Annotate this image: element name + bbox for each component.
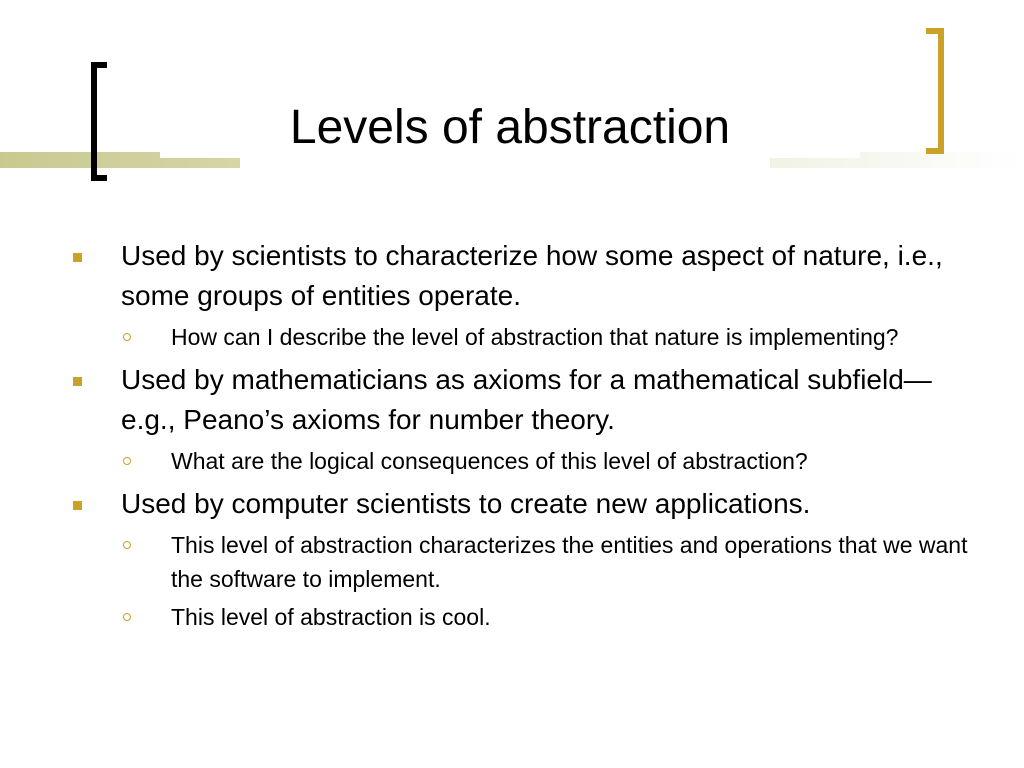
bullet-text: Used by scientists to characterize how some aspect of nature, i.e., some groups of entities operate. <box>121 240 943 311</box>
circle-bullet-icon <box>123 333 131 341</box>
circle-bullet-icon <box>123 541 131 549</box>
sub-bullet-text: How can I describe the level of abstraction that nature is implementing? <box>171 324 899 350</box>
bullet-text: Used by mathematicians as axioms for a mathematical subfield—e.g., Peano’s axioms for number theory. <box>121 364 932 435</box>
sub-bullet-text: What are the logical consequences of this level of abstraction? <box>171 448 808 474</box>
sub-bullet-item <box>70 444 980 478</box>
square-bullet-icon <box>73 501 82 510</box>
slide-title: Levels of abstraction <box>160 98 860 158</box>
right-bracket-decoration <box>926 28 944 154</box>
circle-bullet-icon <box>123 613 131 621</box>
left-bracket-decoration <box>91 62 107 181</box>
sub-bullet-text: This level of abstraction is cool. <box>171 604 491 630</box>
square-bullet-icon <box>73 253 82 262</box>
bullet-text: Used by computer scientists to create new applications. <box>121 488 811 519</box>
sub-bullet-item <box>70 320 980 354</box>
bullet-item <box>70 360 980 440</box>
sub-bullet-item <box>70 528 980 596</box>
bullet-item <box>70 236 980 316</box>
circle-bullet-icon <box>123 457 131 465</box>
sub-bullet-item <box>70 600 980 634</box>
bullet-list <box>70 236 980 634</box>
bullet-item <box>70 484 980 524</box>
square-bullet-icon <box>73 377 82 386</box>
sub-bullet-text: This level of abstraction characterizes the entities and operations that we want the software to implement. <box>171 532 968 592</box>
